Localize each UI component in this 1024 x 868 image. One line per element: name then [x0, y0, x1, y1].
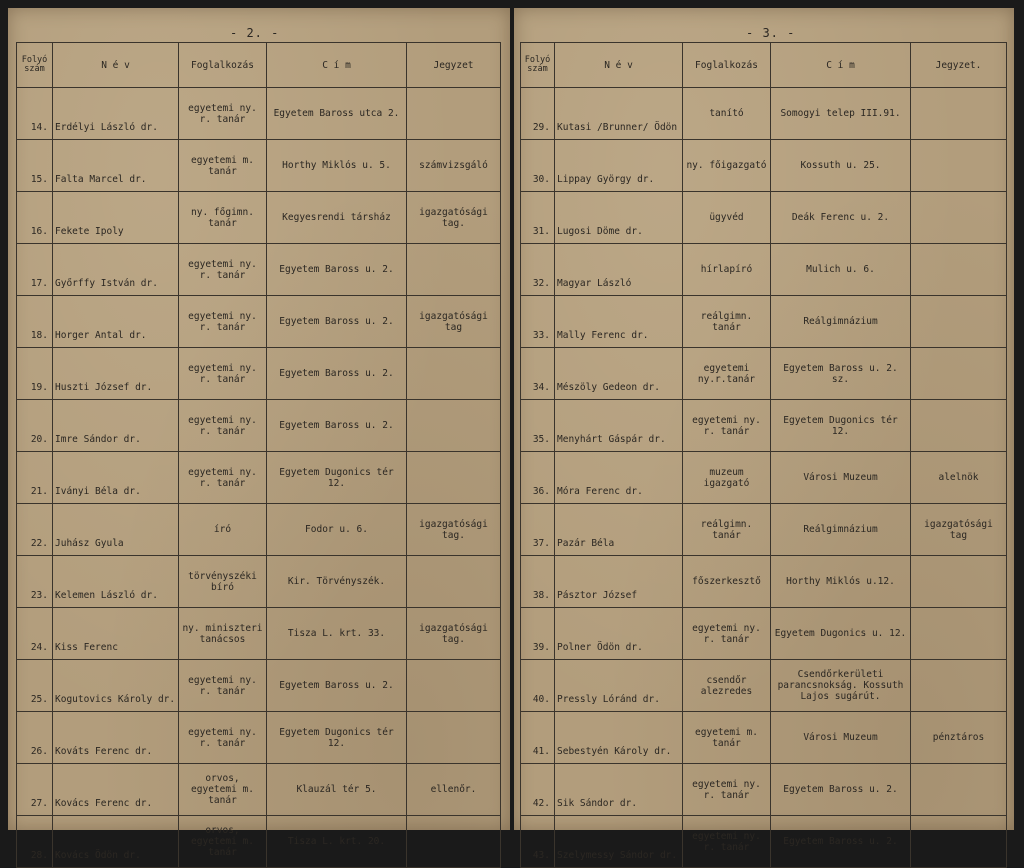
- member-name: Kiss Ferenc: [53, 608, 179, 660]
- member-occupation: reálgimn. tanár: [683, 504, 771, 556]
- member-name: Polner Ödön dr.: [555, 608, 683, 660]
- header-num: Folyó szám: [521, 43, 555, 88]
- member-address: Kegyesrendi társház: [267, 192, 407, 244]
- member-note: alelnök: [911, 452, 1007, 504]
- row-number: 39.: [521, 608, 555, 660]
- member-occupation: egyetemi ny. r. tanár: [179, 712, 267, 764]
- table-row: [521, 244, 1007, 296]
- header-occupation: Foglalkozás: [179, 43, 267, 88]
- table-row: [17, 764, 501, 816]
- table-row: [521, 192, 1007, 244]
- row-number: 30.: [521, 140, 555, 192]
- member-occupation: egyetemi ny. r. tanár: [179, 348, 267, 400]
- member-address: Egyetem Baross u. 2.: [267, 660, 407, 712]
- row-number: 31.: [521, 192, 555, 244]
- member-name: Mészöly Gedeon dr.: [555, 348, 683, 400]
- member-occupation: főszerkesztő: [683, 556, 771, 608]
- header-row: [17, 43, 501, 88]
- member-note: [407, 400, 501, 452]
- member-name: Kovács Ödön dr.: [53, 816, 179, 868]
- table-row: [17, 816, 501, 868]
- table-row: [521, 452, 1007, 504]
- member-note: igazgatósági tag.: [407, 504, 501, 556]
- member-name: Kogutovics Károly dr.: [53, 660, 179, 712]
- table-row: [17, 296, 501, 348]
- member-address: Egyetem Baross u. 2.: [771, 764, 911, 816]
- row-number: 37.: [521, 504, 555, 556]
- member-note: pénztáros: [911, 712, 1007, 764]
- member-name: Kováts Ferenc dr.: [53, 712, 179, 764]
- table-row: [17, 140, 501, 192]
- header-address: C í m: [771, 43, 911, 88]
- row-number: 21.: [17, 452, 53, 504]
- table-row: [17, 244, 501, 296]
- row-number: 43.: [521, 816, 555, 868]
- member-name: Pressly Lóránd dr.: [555, 660, 683, 712]
- row-number: 41.: [521, 712, 555, 764]
- member-note: [911, 816, 1007, 868]
- member-note: [911, 348, 1007, 400]
- row-number: 32.: [521, 244, 555, 296]
- member-occupation: orvos, egyetemi m. tanár: [179, 816, 267, 868]
- table-row: [17, 192, 501, 244]
- member-note: [407, 556, 501, 608]
- header-num: Folyó szám: [17, 43, 53, 88]
- member-occupation: egyetemi ny. r. tanár: [179, 88, 267, 140]
- member-address: Egyetem Dugonics tér 12.: [267, 452, 407, 504]
- row-number: 28.: [17, 816, 53, 868]
- member-address: Tisza L. krt. 20.: [267, 816, 407, 868]
- member-occupation: egyetemi ny. r. tanár: [683, 764, 771, 816]
- member-note: [407, 712, 501, 764]
- row-number: 20.: [17, 400, 53, 452]
- row-number: 15.: [17, 140, 53, 192]
- table-row: [521, 504, 1007, 556]
- row-number: 18.: [17, 296, 53, 348]
- member-occupation: író: [179, 504, 267, 556]
- member-occupation: hírlapíró: [683, 244, 771, 296]
- member-occupation: reálgimn. tanár: [683, 296, 771, 348]
- table-row: [521, 348, 1007, 400]
- table-row: [521, 816, 1007, 868]
- table-row: [521, 712, 1007, 764]
- member-occupation: egyetemi ny. r. tanár: [683, 608, 771, 660]
- member-name: Győrffy István dr.: [53, 244, 179, 296]
- row-number: 17.: [17, 244, 53, 296]
- member-address: Egyetem Baross u. 2.: [267, 296, 407, 348]
- member-name: Szelymessy Sándor dr.: [555, 816, 683, 868]
- member-note: [407, 660, 501, 712]
- member-note: igazgatósági tag.: [407, 608, 501, 660]
- member-address: Városi Muzeum: [771, 452, 911, 504]
- member-occupation: egyetemi ny. r. tanár: [179, 400, 267, 452]
- member-address: Csendőrkerületi parancsnokság. Kossuth Lajos sugárút.: [771, 660, 911, 712]
- row-number: 29.: [521, 88, 555, 140]
- member-address: Klauzál tér 5.: [267, 764, 407, 816]
- member-occupation: egyetemi ny. r. tanár: [179, 296, 267, 348]
- member-address: Horthy Miklós u. 5.: [267, 140, 407, 192]
- member-address: Egyetem Dugonics tér 12.: [267, 712, 407, 764]
- page-right: [514, 8, 1014, 861]
- member-occupation: egyetemi m. tanár: [683, 712, 771, 764]
- page-number: - 2. -: [230, 26, 280, 40]
- member-occupation: ny. miniszteri tanácsos: [179, 608, 267, 660]
- member-address: Somogyi telep III.91.: [771, 88, 911, 140]
- member-address: Reálgimnázium: [771, 296, 911, 348]
- page-number: - 3. -: [746, 26, 796, 40]
- member-name: Lugosi Döme dr.: [555, 192, 683, 244]
- member-address: Fodor u. 6.: [267, 504, 407, 556]
- member-address: Egyetem Baross u. 2. sz.: [771, 348, 911, 400]
- member-name: Pazár Béla: [555, 504, 683, 556]
- row-number: 33.: [521, 296, 555, 348]
- member-note: [911, 660, 1007, 712]
- table-row: [521, 140, 1007, 192]
- table-row: [17, 504, 501, 556]
- member-address: Egyetem Baross u. 2.: [267, 348, 407, 400]
- header-row: [521, 43, 1007, 88]
- table-row: [521, 764, 1007, 816]
- member-occupation: egyetemi ny. r. tanár: [683, 816, 771, 868]
- page-left: [8, 8, 510, 861]
- table-row: [521, 296, 1007, 348]
- member-table: [520, 42, 1007, 868]
- row-number: 22.: [17, 504, 53, 556]
- member-name: Huszti József dr.: [53, 348, 179, 400]
- row-number: 25.: [17, 660, 53, 712]
- row-number: 35.: [521, 400, 555, 452]
- member-address: Egyetem Dugonics tér 12.: [771, 400, 911, 452]
- member-occupation: egyetemi ny. r. tanár: [683, 400, 771, 452]
- member-note: [407, 452, 501, 504]
- header-address: C í m: [267, 43, 407, 88]
- member-note: [911, 88, 1007, 140]
- table-row: [17, 452, 501, 504]
- member-note: [407, 88, 501, 140]
- row-number: 36.: [521, 452, 555, 504]
- member-occupation: egyetemi ny. r. tanár: [179, 660, 267, 712]
- row-number: 42.: [521, 764, 555, 816]
- table-row: [521, 608, 1007, 660]
- member-name: Lippay György dr.: [555, 140, 683, 192]
- member-address: Reálgimnázium: [771, 504, 911, 556]
- header-name: N é v: [53, 43, 179, 88]
- member-occupation: muzeum igazgató: [683, 452, 771, 504]
- member-note: [911, 296, 1007, 348]
- member-occupation: csendőr alezredes: [683, 660, 771, 712]
- member-note: ellenőr.: [407, 764, 501, 816]
- row-number: 40.: [521, 660, 555, 712]
- member-note: [911, 556, 1007, 608]
- member-note: [407, 816, 501, 868]
- member-occupation: tanító: [683, 88, 771, 140]
- member-address: Deák Ferenc u. 2.: [771, 192, 911, 244]
- member-address: Egyetem Baross utca 2.: [267, 88, 407, 140]
- table-row: [17, 712, 501, 764]
- member-occupation: egyetemi ny. r. tanár: [179, 244, 267, 296]
- member-table: [16, 42, 501, 868]
- member-address: Egyetem Baross u. 2.: [267, 244, 407, 296]
- member-note: [911, 244, 1007, 296]
- member-note: számvizsgáló: [407, 140, 501, 192]
- table-row: [17, 348, 501, 400]
- member-address: Egyetem Baross u. 2.: [267, 400, 407, 452]
- member-address: Kir. Törvényszék.: [267, 556, 407, 608]
- member-occupation: egyetemi ny.r.tanár: [683, 348, 771, 400]
- member-name: Sik Sándor dr.: [555, 764, 683, 816]
- member-occupation: ny. főigazgató: [683, 140, 771, 192]
- member-note: [911, 608, 1007, 660]
- member-note: [911, 192, 1007, 244]
- header-note: Jegyzet.: [911, 43, 1007, 88]
- row-number: 38.: [521, 556, 555, 608]
- member-note: igazgatósági tag.: [407, 192, 501, 244]
- table-row: [17, 556, 501, 608]
- member-name: Horger Antal dr.: [53, 296, 179, 348]
- table-row: [17, 88, 501, 140]
- member-name: Mally Ferenc dr.: [555, 296, 683, 348]
- member-name: Magyar László: [555, 244, 683, 296]
- member-note: igazgatósági tag: [911, 504, 1007, 556]
- member-name: Imre Sándor dr.: [53, 400, 179, 452]
- table-row: [521, 400, 1007, 452]
- member-note: [911, 140, 1007, 192]
- table-row: [17, 400, 501, 452]
- table-row: [17, 608, 501, 660]
- member-occupation: ny. főgimn. tanár: [179, 192, 267, 244]
- member-name: Falta Marcel dr.: [53, 140, 179, 192]
- table-row: [521, 556, 1007, 608]
- member-name: Kutasi /Brunner/ Ödön: [555, 88, 683, 140]
- member-address: Tisza L. krt. 33.: [267, 608, 407, 660]
- member-address: Egyetem Dugonics u. 12.: [771, 608, 911, 660]
- member-name: Erdélyi László dr.: [53, 88, 179, 140]
- header-note: Jegyzet: [407, 43, 501, 88]
- header-occupation: Foglalkozás: [683, 43, 771, 88]
- member-occupation: orvos, egyetemi m. tanár: [179, 764, 267, 816]
- row-number: 27.: [17, 764, 53, 816]
- member-address: Kossuth u. 25.: [771, 140, 911, 192]
- member-occupation: egyetemi ny. r. tanár: [179, 452, 267, 504]
- member-occupation: törvényszéki bíró: [179, 556, 267, 608]
- member-name: Pásztor József: [555, 556, 683, 608]
- member-note: [407, 348, 501, 400]
- member-note: [911, 400, 1007, 452]
- member-name: Kelemen László dr.: [53, 556, 179, 608]
- member-occupation: egyetemi m. tanár: [179, 140, 267, 192]
- member-name: Sebestyén Károly dr.: [555, 712, 683, 764]
- member-occupation: ügyvéd: [683, 192, 771, 244]
- table-row: [521, 88, 1007, 140]
- header-name: N é v: [555, 43, 683, 88]
- member-name: Fekete Ipoly: [53, 192, 179, 244]
- member-name: Móra Ferenc dr.: [555, 452, 683, 504]
- member-address: Egyetem Baross u. 2.: [771, 816, 911, 868]
- member-address: Horthy Miklós u.12.: [771, 556, 911, 608]
- row-number: 16.: [17, 192, 53, 244]
- member-note: [911, 764, 1007, 816]
- row-number: 19.: [17, 348, 53, 400]
- member-name: Kovács Ferenc dr.: [53, 764, 179, 816]
- member-name: Menyhárt Gáspár dr.: [555, 400, 683, 452]
- row-number: 23.: [17, 556, 53, 608]
- member-name: Juhász Gyula: [53, 504, 179, 556]
- member-name: Iványi Béla dr.: [53, 452, 179, 504]
- member-note: igazgatósági tag: [407, 296, 501, 348]
- row-number: 24.: [17, 608, 53, 660]
- member-address: Városi Muzeum: [771, 712, 911, 764]
- member-note: [407, 244, 501, 296]
- row-number: 26.: [17, 712, 53, 764]
- row-number: 34.: [521, 348, 555, 400]
- row-number: 14.: [17, 88, 53, 140]
- table-row: [521, 660, 1007, 712]
- member-address: Mulich u. 6.: [771, 244, 911, 296]
- table-row: [17, 660, 501, 712]
